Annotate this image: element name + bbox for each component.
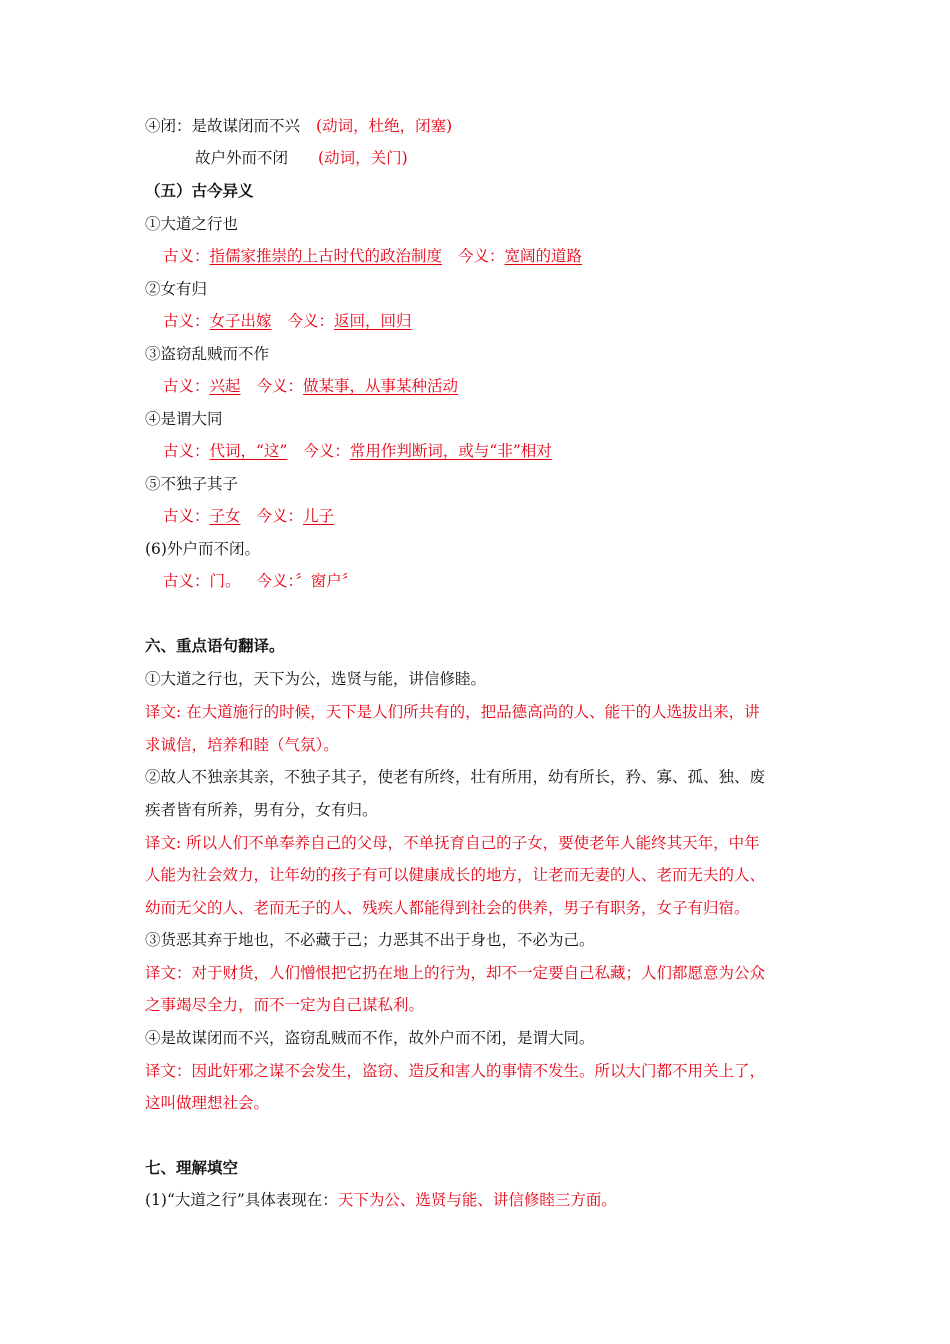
sentence-4: ④是故谋闭而不兴，盗窃乱贼而不作，故外户而不闭，是谓大同。 [145,1029,595,1047]
jin-label: 今义： [256,572,296,590]
gujin-item-1: ①大道之行也 [145,215,239,233]
gujin-item-6: (6)外户而不闭。 [145,540,260,558]
jin-meaning: 宽阔的道路 [504,247,583,265]
bi-item-4-label: ④闭：是故谋闭而不兴 [145,117,301,135]
sentence-1: ①大道之行也，天下为公，选贤与能，讲信修睦。 [145,670,487,688]
gujin-item-5-meaning [163,506,334,526]
bi-item-4b-label: 故户外而不闭 [195,149,289,167]
gu-label: 古义： [163,507,210,525]
translation-1-line-1: 译文: 在大道施行的时候，天下是人们所共有的，把品德高尚的人、能干的人选拔出来，讲 [145,703,760,721]
gu-label: 古义： [163,442,210,460]
section5-heading: （五）古今异义 [145,181,254,200]
gu-meaning: 子女 [209,507,241,525]
jin-meaning: 常用作判断词，或与“非”相对 [349,442,552,460]
jin-label: 今义： [287,312,335,330]
gu-meaning: 代词，“这” [209,442,288,460]
gujin-item-6-meaning [163,571,357,591]
gujin-item-3-meaning [163,376,458,396]
sentence-3: ③货恶其弃于地也，不必藏于己；力恶其不出于身也，不必为己。 [145,931,595,949]
gujin-item-5: ⑤不独子其子 [145,475,239,493]
gujin-item-1-meaning [163,246,582,266]
gujin-item-2-meaning [163,311,412,331]
jin-meaning: 做某事，从事某种活动 [303,377,459,395]
gu-label: 古义： [163,377,210,395]
jin-meaning: 〞窗户〞 [295,572,358,590]
gu-meaning: 女子出嫁 [209,312,272,330]
translation-2-line-3: 幼而无父的人、老而无子的人、残疾人都能得到社会的供养，男子有职务，女子有归宿。 [145,899,750,917]
jin-label: 今义： [256,507,304,525]
gu-label: 古义： [163,312,210,330]
bi-item-4-note: (动词，杜绝，闭塞) [316,117,453,135]
gu-label: 古义： [163,247,210,265]
bi-item-4 [145,116,452,136]
gu-meaning: 指儒家推崇的上古时代的政治制度 [209,247,443,265]
jin-label: 今义： [303,442,350,460]
jin-label: 今义： [458,247,505,265]
gujin-item-3: ③盗窃乱贼而不作 [145,345,270,363]
sentence-2-line-2: 疾者皆有所养，男有分，女有归。 [145,801,378,819]
fill-question-1-text: (1)“大道之行”具体表现在： [145,1191,338,1209]
gu-meaning: 门。 [209,572,241,590]
translation-3-line-2: 之事竭尽全力，而不一定为自己谋私利。 [145,996,425,1014]
fill-question-1-answer: 天下为公、选贤与能、讲信修睦三方面。 [337,1191,617,1209]
jin-label: 今义： [256,377,304,395]
bi-item-4b-note: (动词，关门) [318,149,408,167]
sentence-2-line-1: ②故人不独亲其亲，不独子其子，使老有所终，壮有所用，幼有所长，矜、寡、孤、独、废 [145,768,766,786]
jin-meaning: 儿子 [303,507,335,525]
translation-3-line-1: 译文：对于财货，人们憎恨把它扔在地上的行为，却不一定要自己私藏；人们都愿意为公众 [145,964,766,982]
translation-2-line-1: 译文: 所以人们不单奉养自己的父母，不单抚育自己的子女，要使老年人能终其天年，中年 [145,834,760,852]
translation-1-line-2: 求诚信，培养和睦（气氛）。 [145,736,339,754]
section7-heading: 七、理解填空 [145,1158,239,1177]
section6-heading: 六、重点语句翻译。 [145,636,285,655]
translation-2-line-2: 人能为社会效力，让年幼的孩子有可以健康成长的地方，让老而无妻的人、老而无夫的人、 [145,866,766,884]
bi-item-4b [195,148,408,168]
gujin-item-4-meaning [163,441,552,461]
gujin-item-4: ④是谓大同 [145,410,223,428]
translation-4-line-1: 译文：因此奸邪之谋不会发生，盗窃、造反和害人的事情不发生。所以大门都不用关上了， [145,1062,766,1080]
translation-4-line-2: 这叫做理想社会。 [145,1094,270,1112]
gu-label: 古义： [163,572,210,590]
jin-meaning: 返回，回归 [334,312,412,330]
fill-question-1 [145,1190,617,1210]
gu-meaning: 兴起 [209,377,241,395]
gujin-item-2: ②女有归 [145,280,208,298]
